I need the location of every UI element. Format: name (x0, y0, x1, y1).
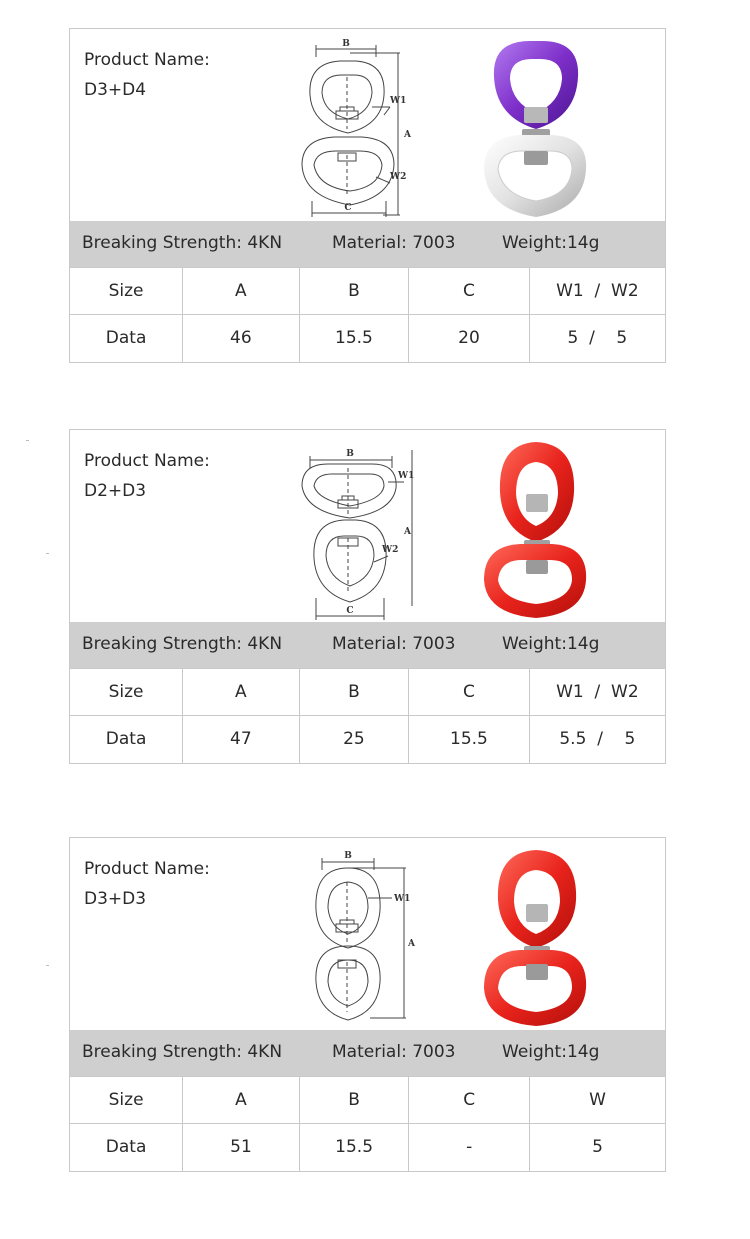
data-cell: Data (70, 1124, 183, 1171)
header-cell: A (183, 268, 300, 315)
weight: Weight:14g (502, 233, 600, 253)
weight: Weight:14g (502, 1042, 600, 1062)
breaking-strength: Breaking Strength: 4KN (82, 1042, 283, 1062)
dim-label-a: A (408, 939, 415, 949)
header-cell: C (409, 669, 530, 716)
header-cell: Size (70, 268, 183, 315)
dim-label-a: A (404, 527, 411, 537)
data-cell: 46 (183, 315, 300, 362)
data-cell: 5 (529, 1124, 665, 1171)
data-cell: 5 / 5 (529, 315, 665, 362)
product-name-label: Product Name: (84, 859, 210, 879)
table-data-row (70, 716, 665, 763)
decorative-speck (26, 440, 29, 441)
product-name-label: Product Name: (84, 50, 210, 70)
weight: Weight:14g (502, 634, 600, 654)
dimension-diagram (288, 37, 418, 222)
product-header (70, 430, 665, 622)
dim-label-b: B (344, 851, 352, 861)
data-cell: 20 (409, 315, 529, 362)
size-table (70, 668, 665, 763)
product-name-label: Product Name: (84, 451, 210, 471)
header-cell: A (183, 1077, 300, 1124)
header-cell: C (409, 1077, 530, 1124)
material: Material: 7003 (332, 233, 456, 253)
product-name-block (84, 45, 210, 105)
table-data-row (70, 1124, 665, 1171)
size-table (70, 1076, 665, 1171)
decorative-speck (46, 553, 49, 554)
product-card-d3-d4 (69, 28, 666, 363)
dim-label-c: C (346, 606, 354, 616)
size-table (70, 267, 665, 362)
dim-label-w2: W2 (390, 172, 407, 182)
product-card-d3-d3 (69, 837, 666, 1172)
product-photo (480, 842, 590, 1028)
table-data-row (70, 315, 665, 362)
data-cell: Data (70, 315, 183, 362)
header-cell: W (529, 1077, 665, 1124)
data-cell: 51 (183, 1124, 300, 1171)
data-cell: Data (70, 716, 183, 763)
table-header-row (70, 268, 665, 315)
product-card-d2-d3 (69, 429, 666, 764)
spec-bar (70, 221, 665, 267)
table-header-row (70, 669, 665, 716)
header-cell: Size (70, 669, 183, 716)
header-cell: W1 / W2 (529, 669, 665, 716)
header-cell: B (299, 669, 409, 716)
product-name: D3+D4 (84, 80, 147, 100)
product-photo (480, 434, 590, 620)
breaking-strength: Breaking Strength: 4KN (82, 233, 283, 253)
data-cell: 47 (183, 716, 300, 763)
header-cell: B (299, 1077, 409, 1124)
header-cell: Size (70, 1077, 183, 1124)
spec-bar (70, 622, 665, 668)
decorative-speck (46, 965, 49, 966)
product-name-block (84, 446, 210, 506)
data-cell: - (409, 1124, 530, 1171)
spec-bar (70, 1030, 665, 1076)
product-name-block (84, 854, 210, 914)
data-cell: 25 (299, 716, 409, 763)
dim-label-a: A (404, 130, 411, 140)
dim-label-w1: W1 (390, 96, 407, 106)
data-cell: 15.5 (299, 1124, 409, 1171)
dimension-diagram (288, 846, 418, 1031)
dimension-diagram (288, 438, 418, 623)
dim-label-b: B (342, 39, 350, 49)
dim-label-w1: W1 (398, 471, 415, 481)
dim-label-c: C (344, 203, 352, 213)
dim-label-w2: W2 (382, 545, 399, 555)
breaking-strength: Breaking Strength: 4KN (82, 634, 283, 654)
product-photo (480, 33, 590, 219)
header-cell: W1 / W2 (529, 268, 665, 315)
table-header-row (70, 1077, 665, 1124)
material: Material: 7003 (332, 634, 456, 654)
product-header (70, 838, 665, 1030)
header-cell: B (299, 268, 409, 315)
header-cell: A (183, 669, 300, 716)
product-header (70, 29, 665, 221)
material: Material: 7003 (332, 1042, 456, 1062)
dim-label-w1: W1 (394, 894, 411, 904)
product-name: D2+D3 (84, 481, 147, 501)
data-cell: 5.5 / 5 (529, 716, 665, 763)
data-cell: 15.5 (409, 716, 530, 763)
header-cell: C (409, 268, 529, 315)
dim-label-b: B (346, 449, 354, 459)
data-cell: 15.5 (299, 315, 409, 362)
product-name: D3+D3 (84, 889, 147, 909)
